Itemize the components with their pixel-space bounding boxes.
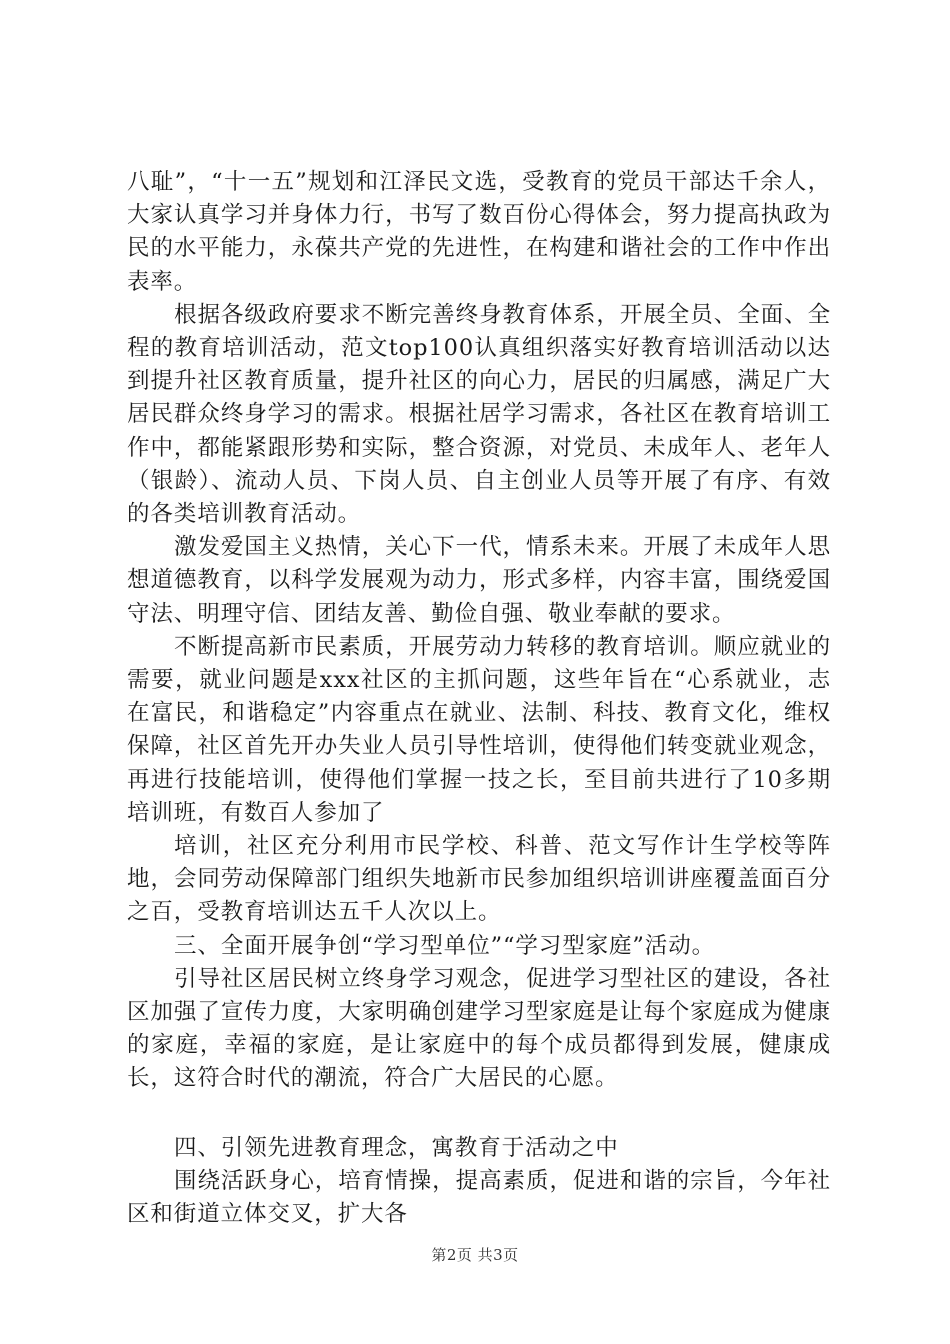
paragraph-2: 根据各级政府要求不断完善终身教育体系，开展全员、全面、全程的教育培训活动，范文top100认真组织落实好教育培训活动以达到提升社区教育质量，提升社区的向心力，居民的归属感，满足广大居民群众终身学习的需求。根据社居学习需求，各社区在教育培训工作中，都能紧跟形势和实际，整合资源，对党员、未成年人、老年人（银龄）、流动人员、下岗人员、自主创业人员等开展了有序、有效的各类培训教育活动。 xyxy=(127,301,831,528)
paragraph-5: 培训，社区充分利用市民学校、科普、范文写作计生学校等阵地，会同劳动保障部门组织失地新市民参加组织培训讲座覆盖面百分之百，受教育培训达五千人次以上。 xyxy=(127,833,831,926)
document-body xyxy=(127,166,831,1231)
paragraph-gap xyxy=(127,1096,831,1132)
paragraph-7: 引导社区居民树立终身学习观念，促进学习型社区的建设，各社区加强了宣传力度，大家明确创建学习型家庭是让每个家庭成为健康的家庭，幸福的家庭，是让家庭中的每个成员都得到发展，健康成长，这符合时代的潮流，符合广大居民的心愿。 xyxy=(127,965,831,1092)
paragraph-9: 围绕活跃身心，培育情操，提高素质，促进和谐的宗旨，今年社区和街道立体交叉，扩大各 xyxy=(127,1167,831,1228)
section-heading-3: 三、全面开展争创“学习型单位”“学习型家庭”活动。 xyxy=(174,932,716,959)
paragraph-4: 不断提高新市民素质，开展劳动力转移的教育培训。顺应就业的需要，就业问题是xxx社区的主抓问题，这些年旨在“心系就业，志在富民，和谐稳定”内容重点在就业、法制、科技、教育文化，维权保障，社区首先开办失业人员引导性培训，使得他们转变就业观念，再进行技能培训，使得他们掌握一技之长，至目前共进行了10多期培训班，有数百人参加了 xyxy=(127,633,831,826)
page-number-footer: 第2页 共3页 xyxy=(431,1246,519,1264)
paragraph-3: 激发爱国主义热情，关心下一代，情系未来。开展了未成年人思想道德教育，以科学发展观为动力，形式多样，内容丰富，围绕爱国守法、明理守信、团结友善、勤俭自强、敬业奉献的要求。 xyxy=(127,534,831,627)
section-heading-4: 四、引领先进教育理念，寓教育于活动之中 xyxy=(174,1134,619,1161)
paragraph-1: 八耻”，“十一五”规划和江泽民文选，受教育的党员干部达千余人，大家认真学习并身体力行，书写了数百份心得体会，努力提高执政为民的水平能力，永葆共产党的先进性，在构建和谐社会的工作中作出表率。 xyxy=(127,169,831,295)
